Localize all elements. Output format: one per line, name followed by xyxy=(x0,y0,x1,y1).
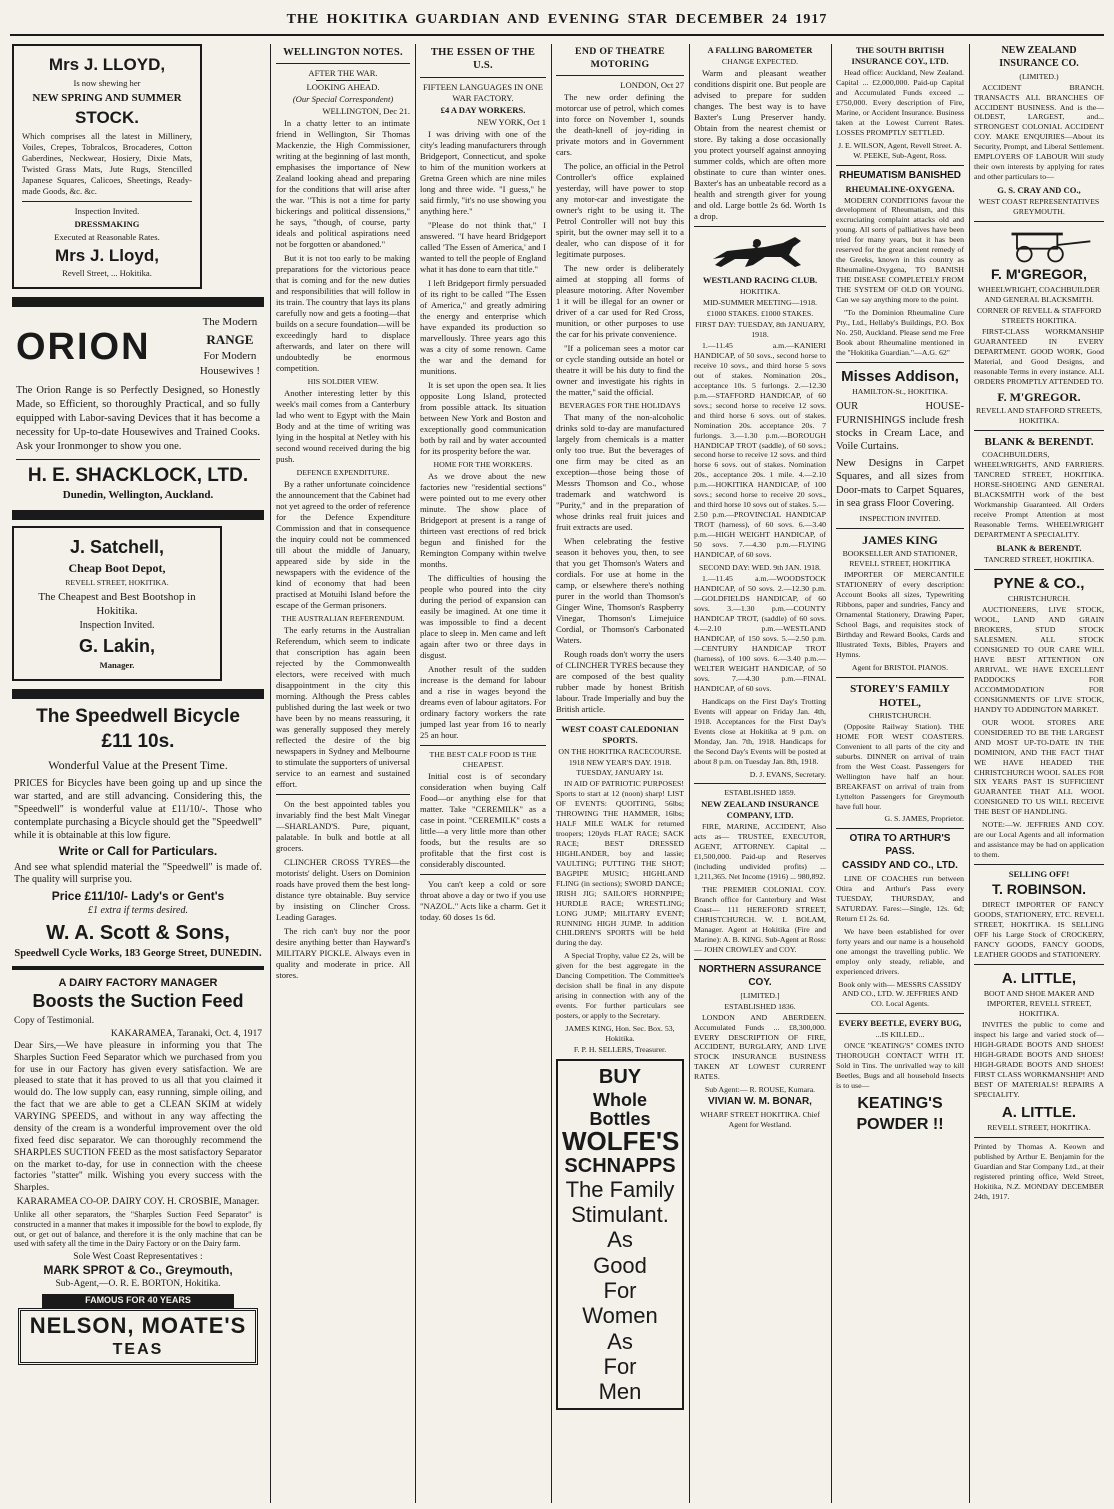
carriage-icon xyxy=(984,226,1094,264)
rheum-title: RHEUMATISM BANISHED xyxy=(838,169,962,181)
column-rule xyxy=(689,44,690,1503)
robinson-title: T. ROBINSON. xyxy=(991,881,1087,898)
storey-title: STOREY'S FAMILY HOTEL, xyxy=(850,682,950,709)
speedwell-body: PRICES for Bicycles have been going up and up since the war started, and are still advancing. Considering this, the "Speedwell" is wonderful value at £11/10/-. Those who contemplate purchasing a Bicycle should get the "Speedwell" while it is obtainable at this low figure. xyxy=(14,778,262,842)
article-paragraph: The police, an official in the Petrol Controller's office explained yesterday, will have power to stop any motor-car and investigate the owner's right to be using it. The Petrol Controller will not buy this spirit, but the owner may sell it to a dealer, who can dispose of it for legitimate purposes. xyxy=(556,161,684,260)
blank-berendt-sign-sub: TANCRED STREET, HOKITIKA. xyxy=(983,554,1095,564)
satchell-mgr-role: Manager. xyxy=(99,660,135,671)
nz-insurance-est: ESTABLISHED 1859. xyxy=(724,788,796,798)
addison-sub: HAMILTON-St., HOKITIKA. xyxy=(852,387,948,397)
column-1-ads xyxy=(12,44,264,1503)
wolfe-schnapps-ad xyxy=(556,1059,684,1410)
article-paragraph: The rich can't buy nor the poor desire anything better than Hayward's MILITARY PICKLE. Always even in quality and moderate in price. All stores. xyxy=(276,926,410,981)
lloyd-title: Mrs J. LLOYD, xyxy=(48,55,166,74)
wolfe-line: Whole Bottles xyxy=(589,1089,651,1129)
article-paragraph: When celebrating the festive season it behoves you, then, to see that you get Thomson's Waters and cordials. For use at home in the camp, or elsewhere there's nothing purer in the world than Thomson's Ginger Wine, Thomson's Raspberry Vinegar, Thomson's Limejuice Cordial, or Thomson's Carbonated Waters. xyxy=(556,536,684,646)
sports-ad-title: WEST COAST CALEDONIAN SPORTS. xyxy=(561,724,679,746)
wolfe-line: Stimulant. xyxy=(571,1202,669,1228)
sports-ad-date: 1918 NEW YEAR'S DAY. 1918. TUESDAY, JANUARY 1st. xyxy=(568,758,672,777)
orion-ad xyxy=(12,313,264,504)
barometer-title: A FALLING BAROMETER xyxy=(707,45,813,55)
orion-firm: H. E. SHACKLOCK, LTD. xyxy=(27,464,249,486)
satchell-mgr: G. Lakin, xyxy=(78,636,156,657)
article-subhead: THE BEST CALF FOOD IS THE CHEAPEST. xyxy=(429,749,537,769)
speedwell-body2: And see what splendid material the "Speedwell" is made of. The quality will surprise you. xyxy=(14,861,262,886)
satchell-ad xyxy=(12,526,222,681)
wolfe-line: WOLFE'S xyxy=(562,1126,680,1157)
nz-insurance-title: NEW ZEALAND INSURANCE COMPANY, LTD. xyxy=(701,799,819,821)
nelson-moate-ad xyxy=(12,1294,264,1364)
wolfe-line: SCHNAPPS xyxy=(564,1154,676,1177)
column-6-notices xyxy=(836,44,964,1503)
wolfe-line: As xyxy=(607,1328,633,1354)
column-rule xyxy=(969,44,970,1503)
pyne-title: PYNE & CO., xyxy=(993,574,1085,592)
storey-city: CHRISTCHURCH. xyxy=(868,710,932,720)
lloyd-invite: Inspection Invited. xyxy=(74,205,140,216)
article-sub: £4 A DAY WORKERS. xyxy=(440,104,526,115)
decorative-band xyxy=(12,510,264,520)
mcgregor-sign: F. M'GREGOR. xyxy=(997,389,1081,404)
addison-invite: INSPECTION INVITED. xyxy=(859,513,941,523)
orion-side4: Housewives ! xyxy=(199,365,260,378)
lloyd-dress-sub: Executed at Reasonable Rates. xyxy=(54,231,160,242)
article-paragraph: The new order is deliberately aimed at stopping all forms of pleasure motoring. After November 1 it will be illegal for an owner or driver of a car used for Red Cross, munition, or other purposes to use the car for his private convenience. xyxy=(556,263,684,340)
pyne-note: NOTE:—W. JEFFRIES AND COY. are our Local Agents and all information and assistance may be had on application to them. xyxy=(974,820,1104,860)
article-subhead: HOME FOR THE WORKERS. xyxy=(433,459,533,469)
mcgregor-title: F. M'GREGOR, xyxy=(991,266,1087,283)
column-rule xyxy=(415,44,416,1503)
northern-title: NORTHERN ASSURANCE COY. xyxy=(698,964,822,988)
racing-body3: Handicaps on the First Day's Trotting Events will appear on Friday Jan. 4th, 1918. Acceptances for the First Day's Events close at Hokitika at 9 p.m. on Monday, Jan. 7th, 1918. Handicaps for the Second Day's Events will be posted at about 8 p.m. on Tuesday Jan. 8th, 1918. xyxy=(694,696,826,766)
column-4-motoring xyxy=(556,44,684,1503)
satchell-line2: REVELL STREET, HOKITIKA. xyxy=(65,578,169,588)
racing-day2: SECOND DAY: WED. 9th JAN. 1918. xyxy=(699,563,821,573)
mcgregor-sub: WHEELWRIGHT, COACHBUILDER AND GENERAL BLACKSMITH. xyxy=(977,285,1101,305)
selling-off-title: SELLING OFF! xyxy=(1008,869,1070,880)
rheum-body2: "To the Dominion Rheumaline Cure Pty., Ltd., Hellaby's Buildings, P.O. Box No. 250, Auckland. Please send me Free Book about Rheumaline mentioned in the "Hokitika Guardian."—A.G. 62" xyxy=(836,308,964,358)
beetle-title: EVERY BEETLE, EVERY BUG, xyxy=(838,1018,962,1029)
racing-town: HOKITIKA. xyxy=(739,286,781,296)
rheum-body: MODERN CONDITIONS favour the development of Rheumatism, and this excruciating complaint attacks old and young. All sorts of palliatives have been tried for many years, but it has been reserved for the great ancient remedy of the Greeks, known in this country as Rheumaline-Oxygena, TO BANISH THE DISEASE COMPLETELY FROM THE SYSTEM OF OLD OR YOUNG. Can we say anything more to the point. xyxy=(836,195,964,305)
northern-sub: [LIMITED.] xyxy=(740,990,780,1000)
speedwell-tag: Wonderful Value at the Present Time. xyxy=(48,757,228,772)
bonar-name: VIVIAN W. M. BONAR, xyxy=(708,1096,812,1108)
lloyd-addr: Revell Street, ... Hokitika. xyxy=(62,268,152,279)
dairy-dateline: KAKARAMEA, Taranaki, Oct. 4, 1917 xyxy=(110,1028,262,1039)
king-sub: BOOKSELLER AND STATIONER, REVELL STREET, HOKITIKA xyxy=(842,549,958,568)
otira-body: LINE OF COACHES run between Otira and Arthur's Pass every TUESDAY, THURSDAY, and SATURDAY. Fares:—Single, 12s. 6d; Return £1 2s. 6d. xyxy=(836,873,964,923)
little-sub: BOOT AND SHOE MAKER AND IMPORTER, REVELL STREET, HOKITIKA. xyxy=(983,989,1095,1019)
lloyd-ad xyxy=(12,44,202,289)
northern-agent: Sub Agent:— R. ROUSE, Kumara. xyxy=(704,1085,816,1095)
orion-body: The Orion Range is so Perfectly Designed, so Honestly Made, so Efficient, so thoroughly Practical, and so fully equipped with Labor-saving Devices that it has become a necessity for Up-to-date Housewives and Trained Cooks. Ask your Ironmonger to show you one. xyxy=(16,384,260,453)
satchell-name: J. Satchell, xyxy=(69,536,165,557)
racing-day1: FIRST DAY: TUESDAY, 8th JANUARY, 1918. xyxy=(695,319,825,339)
nelson-teas: TEAS xyxy=(112,1341,164,1359)
article-byline: (Our Special Correspondent) xyxy=(292,94,394,105)
speedwell-title: The Speedwell Bicycle xyxy=(36,706,240,728)
speedwell-extra: £1 extra if terms desired. xyxy=(88,904,188,916)
northern-body: LONDON AND ABERDEEN. Accumulated Funds ... £8,300,000. EVERY DESCRIPTION OF FIRE, ACCIDENT, BURGLARY, AND LIVE STOCK INSURANCE BUSINESS TAKEN AT LOWEST CURRENT RATES. xyxy=(694,1012,826,1082)
sbi-body: Head office: Auckland, New Zealand. Capital ... £2,000,000. Paid-up Capital and Accumulated Funds exceed ... £750,000. Every description of Fire, Marine, or Accident Insurance. Business taken at the Lowest Current Rates. LOSSES PROMPTLY SETTLED. xyxy=(836,68,964,137)
blank-berendt-sign: BLANK & BERENDT. xyxy=(996,542,1082,553)
satchell-line3: The Cheapest and Best Bootshop in Hokitika. xyxy=(38,591,196,618)
satchell-invite: Inspection Invited. xyxy=(79,620,155,632)
racing-title: WESTLAND RACING CLUB. xyxy=(702,274,818,285)
nzi-agent: G. S. CRAY AND CO., xyxy=(997,185,1081,196)
wolfe-line: The Family xyxy=(565,1176,675,1202)
article-paragraph: The new order defining the motorcar use of petrol, which comes into force on November 1, sounds the death-knell of joy-riding in private motors and in Government cars. xyxy=(556,92,684,158)
speedwell-cta: Write or Call for Particulars. xyxy=(58,844,218,859)
speedwell-price: £11 10s. xyxy=(101,730,175,752)
storey-sign: G. S. JAMES, Proprietor. xyxy=(884,814,964,824)
article-dateline: WELLINGTON, Dec 21. xyxy=(322,106,410,117)
lloyd-line1: Is now shewing her xyxy=(73,77,141,88)
article-paragraph: I left Bridgeport firmly persuaded of its right to be called "The Essen of America," and greatly admiring the energy and enterprise which have expanded its production so marvellously. Three years ago this was a city of some renown. Came the war and the demand for munitions. xyxy=(420,277,546,376)
nz-insurance-body2: THE PREMIER COLONIAL COY. Branch office for Canterbury and West Coast— 111 HEREFORD STREET, CHRISTCHURCH. W. I. BOLAM, Manager. Agent at Hokitika (Fire and Marine): A. B. KING. Sub-Agent at Ross:— JOHN CROWLEY and COY. xyxy=(694,885,826,955)
article-title: END OF THEATRE MOTORING xyxy=(574,46,666,70)
lloyd-sign: Mrs J. Lloyd, xyxy=(55,245,159,265)
column-5-notices xyxy=(694,44,826,1503)
article-paragraph: Rough roads don't worry the users of CLINCHER TYRES because they are composed of the best quality rubber made by honest British labour. Trade Imperially and buy the British article. xyxy=(556,649,684,715)
bonar-sub: WHARF STREET HOKITIKA. Chief Agent for Westland. xyxy=(700,1110,820,1130)
article-paragraph: "If a policeman sees a motor car or cycle standing outside an hotel or theatre it will be his duty to find the owner and investigate his rights in the matter," said the official. xyxy=(556,343,684,398)
article-sub: AFTER THE WAR. xyxy=(308,68,378,79)
article-paragraph: On the best appointed tables you invariably find the best Malt Vinegar—SHARLAND'S. Pure, piquant, palatable. In bulk and bottle at all grocers. xyxy=(276,799,410,854)
racing-body: 1.—11.45 a.m.—KANIERI HANDICAP, of 50 sovs., second horse to receive 10 sovs., and third horse 5 sovs out of stakes. Nomination 20s., acceptance 10s. 5 furlongs. 2.—12.30 p.m.—STAFFORD HANDICAP, of 60 sovs.; second horse to receive 12 sovs. and third horse 6 sovs. out of stakes. Nomination 20s. acceptance 20s. 7 furlongs. 3.—1.30 p.m.—BOROUGH HANDICAP TROT (saddle), of 60 sovs.; second horse to receive 12 sovs. and third horse 6 sovs. out of stakes. Nomination 20s., acceptance 20s. 1 mile. 4.—2.10 p.m.—HOKITIKA HANDICAP, of 100 sovs.; second horse to receive 20 sovs., and third horse 10 sovs out of stakes. 5.—2.50 p.m.—PROVINCIAL HANDICAP TROT (harness), of 60 sovs. 6.—3.40 p.m.—HIGH WEIGHT HANDICAP, of 50 sovs. 7.—4.30 p.m.—FLYING HANDICAP, of 60 sovs. xyxy=(694,340,826,560)
article-sub: LOOKING AHEAD. xyxy=(306,82,380,93)
column-7-notices xyxy=(974,44,1104,1503)
article-paragraph: Initial cost is of secondary consideration when buying Calf Food—or anything else for that matter. Take "CEREMILK" as a case in point. "CEREMILK" costs a little—a very little more than other foods, but the results are so profitable that the first cost is considerably discounted. xyxy=(420,770,546,869)
speedwell-firm: W. A. Scott & Sons, xyxy=(46,922,230,945)
otira-sign: Book only with— MESSRS CASSIDY AND CO., LTD. W. JEFFRIES AND CO. Local Agents. xyxy=(838,979,962,1009)
article-subhead: HIS SOLDIER VIEW. xyxy=(307,377,379,387)
sports-ad-sign2: F. P. H. SELLERS, Treasurer. xyxy=(573,1045,667,1055)
satchell-line1: Cheap Boot Depot, xyxy=(68,560,166,575)
article-paragraph: CLINCHER CROSS TYRES—the motorists' delight. Users on Dominion roads have proved them the best long-distance tyre obtainable. Buy service by insisting on Clincher Cross. Leading Garages. xyxy=(276,857,410,923)
sports-ad-sign1: JAMES KING, Hon. Sec. Box. 53, Hokitika. xyxy=(565,1024,675,1044)
decorative-band xyxy=(12,689,264,699)
column-2-wellington-notes xyxy=(276,44,410,1503)
king-title: JAMES KING xyxy=(862,532,938,547)
sports-ad-body2: A Special Trophy, value £2 2s, will be given for the best aggregate in the Dancing Competition. The Committee's decision shall be final in any dispute arising in connection with any of the events. For further particulars see posters, or apply to the Secretary. xyxy=(556,951,684,1021)
speedwell-ad xyxy=(12,705,264,960)
dairy-title: Boosts the Suction Feed xyxy=(32,991,244,1012)
rheum-sub: RHEUMALINE-OXYGENA. xyxy=(845,183,955,194)
racing-body2: 1.—11.45 a.m.—WOODSTOCK HANDICAP, of 50 sovs. 2.—12.30 p.m.—GOLDFIELDS HANDICAP, of 60 sovs. 3.—1.30 p.m.—COUNTY HANDICAP TROT, (saddle) of 60 sovs. 4.—2.10 p.m.—WESTLAND HANDICAP, of 150 sovs. 5.—2.50 p.m.—CENTURY HANDICAP TROT (harness), of 100 sovs. 6.—3.40 p.m.—WELTER WEIGHT HANDICAP, of 50 sovs. 7.—4.30 p.m.—FINAL HANDICAP, of 60 sovs. xyxy=(694,574,826,693)
orion-side3: For Modern xyxy=(203,349,257,362)
nzi-sub: (LIMITED.) xyxy=(1019,71,1059,81)
mcgregor-sign-sub: REVELL AND STAFFORD STREETS, HOKITIKA. xyxy=(975,406,1102,426)
otira-firm: CASSIDY AND CO., LTD. xyxy=(842,860,958,872)
little-sign-sub: REVELL STREET, HOKITIKA. xyxy=(987,1122,1091,1132)
article-title: THE ESSEN OF THE U.S. xyxy=(430,47,536,72)
wolfe-line: As xyxy=(607,1227,633,1253)
article-title: WELLINGTON NOTES. xyxy=(283,47,403,58)
little-body: INVITES the public to come and inspect his large and varied stock of— HIGH-GRADE BOOTS AND SHOES! HIGH-GRADE BOOTS AND SHOES! HIGH-GRADE BOOTS AND SHOES! FIRST CLASS WORKMANSHIP! AND BEST OF MATERIALS! REPAIRS A SPECIALITY. xyxy=(974,1020,1104,1099)
keating-title: KEATING'S POWDER !! xyxy=(856,1095,944,1133)
racehorse-icon xyxy=(705,231,815,271)
article-paragraph: You can't keep a cold or sore throat above a day or two if you use "NAZOL." Acts like a charm. Get it today. 60 doses 1s 6d. xyxy=(420,878,546,922)
king-body: IMPORTER OF MERCANTILE STATIONERY of every description: Account Books all sizes, Typewriting Ribbons, paper and sundries, Fancy and Ornamental Stationery, Drawing Paper, School Bags, and requisites stock of Birthday and Reward Books, Cards and Illustrated Texts, Bibles, Prayers and Hymns. xyxy=(836,569,964,659)
little-sign: A. LITTLE. xyxy=(1001,1103,1077,1121)
barometer-sub: CHANGE EXPECTED. xyxy=(721,57,799,66)
wolfe-line: Men xyxy=(598,1379,642,1405)
lloyd-body: Which comprises all the latest in Millinery, Voiles, Crepes, Tobralcos, Brocaderes, Cotton Gaberdines, Neckwear, Hosiery, Dixie Mats, Twisted Grass Mats, Jute Rugs, Stencilled Japanese Squares, Calicoes, Sheetings, Ready-made Goods, &c. &c. xyxy=(22,130,192,196)
robinson-body: DIRECT IMPORTER OF FANCY GOODS, STATIONERY, ETC. REVELL STREET, HOKITIKA. IS SELLING OFF his Large Stock of CROCKERY, FANCY GOODS, FANCY GOODS, LEATHER GOODS and STATIONERY. xyxy=(974,900,1104,959)
article-paragraph: Another result of the sudden increase is the demand for labour and a rise in wages beyond the dreams even of labour agitators. For ordinary factory workers the rate jumped last year from 16 to nearly 25 an hour. xyxy=(420,663,546,740)
article-paragraph: By a rather unfortunate coincidence the announcement that the Cabinet had not yet agreed to the order of reference for the Defence Expenditure Commission and that in consequence the inquiry could not be commenced till about the middle of January, appeared side by side in the newspapers with the evidence of the kind of economy that had been practised at Motuihi Island before the escape of the German prisoners. xyxy=(276,479,410,611)
beetle-sub: ...IS KILLED... xyxy=(875,1030,925,1040)
column-rule xyxy=(551,44,552,1503)
article-subhead: DEFENCE EXPENDITURE. xyxy=(296,468,390,478)
wolfe-line: For xyxy=(603,1277,637,1303)
wolfe-line: Women xyxy=(582,1303,658,1329)
wolfe-brand: BUY xyxy=(598,1066,642,1089)
sbi-title: THE SOUTH BRITISH INSURANCE COY., LTD. xyxy=(851,45,949,66)
dairy-sign: KARARAMEA CO-OP. DAIRY COY. H. CROSBIE, Manager. xyxy=(16,1197,260,1208)
decorative-band xyxy=(12,966,264,970)
racing-stakes: £1000 STAKES. £1000 STAKES. xyxy=(706,308,814,318)
orion-side2: RANGE xyxy=(206,331,254,347)
column-rule xyxy=(831,44,832,1503)
article-subhead: BEVERAGES FOR THE HOLIDAYS xyxy=(559,401,681,411)
lloyd-line2: NEW SPRING AND SUMMER xyxy=(32,91,182,104)
imprint: Printed by Thomas A. Keown and published by Arthur E. Benjamin for the Guardian and Star Company Ltd., at their registered printing office, Weld Street, Hokitika, N.Z. MONDAY DECEMBER 24th, 1917. xyxy=(974,1141,1104,1201)
nzi-title: NEW ZEALAND INSURANCE CO. xyxy=(999,45,1079,69)
otira-body2: We have been established for over forty years and our name is a household one amongst the travelling public. We employ only steady, reliable, and experienced drivers. xyxy=(836,926,964,976)
racing-sign: D. J. EVANS, Secretary. xyxy=(749,769,826,779)
dairy-ad xyxy=(12,976,264,1290)
wolfe-line: For xyxy=(603,1353,637,1379)
speedwell-price-line: Price £11/10/- Lady's or Gent's xyxy=(51,889,225,904)
lloyd-dress: DRESSMAKING xyxy=(74,218,140,229)
pyne-body: AUCTIONEERS, LIVE STOCK, WOOL, LAND AND GRAIN BROKERS, STUD STOCK SALESMEN. ALL STOCK CONSIGNED TO OUR CARE WILL HAVE BEST ATTENTION ON ARRIVAL. WE HAVE EXCELLENT PADDOCKS FOR ACCOMMODATION FOR CONSIGNMENTS OF LIVE STOCK, HANDY TO ADDINGTON MARKET. xyxy=(974,605,1104,714)
nzi-agent-sub: WEST COAST REPRESENTATIVES GREYMOUTH. xyxy=(978,197,1100,217)
dairy-sub-agent: Sub-Agent,—O. R. E. BORTON, Hokitika. xyxy=(55,1279,221,1290)
sports-ad-body: IN AID OF PATRIOTIC PURPOSES! Sports to start at 12 (noon) sharp! LIST OF EVENTS: QUOITING, 56lbs; THROWING THE HAMMER, 16lbs; HALF MILE WALK for returned troopers; 120yds FLAT RACE; SACK RACE; BEST DRESSED HIGHLANDER, boy and lassie; VAULTING; PUTTING THE SHOT; BAGPIPE MUSIC; HIGHLAND FLING (in sections); SWORD DANCE; IRISH JIG; SAILOR'S HORNPIPE; HURDLE RACE; WRESTLING; LONG JUMP; MILITARY EVENT; RUNNING HIGH JUMP. In addition CHILDREN'S SPORTS will be held during the day. xyxy=(556,778,684,948)
article-paragraph: It is set upon the open sea. It lies opposite Long Island, protected from possible attack. Its situation between New York and Boston and exceptionally good communication both by rail and by water accounted for its prosperity before the war. xyxy=(420,379,546,456)
article-paragraph: I was driving with one of the city's leading manufacturers through Bridgeport, Connecticut, and spoke to him of the munition workers at Gretna Green which are nine miles long and three wide. "I guess," he said firmly, "it's no use showing you anything here." xyxy=(420,128,546,216)
lloyd-line3: STOCK. xyxy=(75,107,139,127)
article-dateline: LONDON, Oct 27 xyxy=(620,80,684,91)
decorative-band xyxy=(12,297,264,307)
dairy-copy: Copy of Testimonial. xyxy=(14,1015,95,1026)
racing-meet: MID-SUMMER MEETING—1918. xyxy=(703,297,817,307)
nzi-body: ACCIDENT BRANCH. TRANSACTS ALL BRANCHES OF ACCIDENT BUSINESS. And is the— OLDEST, LARGEST, and... STRONGEST COLONIAL ACCIDENT COY. MAKE ENQUIRIES—About its Security, Prompt, and Liberal Settlement. EMPLOYERS OF LABOUR Will study their own interests by applying for rates and other particulars to— xyxy=(974,82,1104,182)
sbi-agent: J. E. WILSON, Agent, Revell Street. A. W. PEEKE, Sub-Agent, Ross. xyxy=(838,140,962,160)
addison-body2: New Designs in Carpet Squares, and all sizes from Door-mats to Carpet Squares, in sea grass Floor Covering. xyxy=(836,457,964,510)
barometer-body: Warm and pleasant weather conditions dispirit one. But people are advised to prepare for sudden changes. The best way is to have Baxter's Lung Preserver handy. Obtain from the nearest chemist or store. By taking a dose occasionally you protect yourself against annoying summer colds, which are often more obstinate to cure than winter ones. Baxter's has an unbeatable record as a health and strength giver for young and old. Large bottle 2s 6d. Worth 1s a drop. xyxy=(694,67,826,221)
pyne-body2: OUR WOOL STORES ARE CONSIDERED TO BE THE LARGEST AND MOST UP-TO-DATE IN THE DOMINION, AND THE FACT THAT WE HAVE HEADED THE CHRISTCHURCH WOOL SALES FOR SIX YEARS PAST IS SUFFICIENT GUARANTEE THAT ALL WOOL CONSIGNED TO US WILL RECEIVE THE BEST OF HANDLING. xyxy=(974,717,1104,817)
otira-title: OTIRA TO ARTHUR'S PASS. xyxy=(849,833,951,858)
king-body2: Agent for BRISTOL PIANOS. xyxy=(851,662,949,672)
article-dateline: NEW YORK, Oct 1 xyxy=(477,116,546,127)
masthead: THE HOKITIKA GUARDIAN AND EVENING STAR DECEMBER 24 1917 xyxy=(10,6,1104,36)
little-title: A. LITTLE, xyxy=(1001,969,1077,987)
beetle-body: ONCE "KEATING'S" COMES INTO THOROUGH CONTACT WITH IT. Sold in Tins. The unrivalled way to kill Beetles, Bugs and all household Insects is to use— xyxy=(836,1041,964,1091)
pyne-city: CHRISTCHURCH. xyxy=(1007,594,1071,604)
storey-body: (Opposite Railway Station). THE HOME FOR WEST COASTERS. Convenient to all parts of the city and suburbs. DINNER on arrival of train from the West Coast. Passengers for Wellington have half an hour. BREAKFAST on arrival of train from Lyttelton Passengers for Greymouth have full hour. xyxy=(836,721,964,811)
orion-title: ORION xyxy=(16,326,151,369)
blank-berendt-body: COACHBUILDERS, WHEELWRIGHTS, AND FARRIERS. TANCRED STREET, HOKITIKA. HORSE-SHOEING AND GENERAL BLACKSMITH work of the best Workmanship Guaranteed. All Orders receive Prompt Attention at most Reasonable Terms. WHEELWRIGHT DEPARTMENT A SPECIALITY. xyxy=(974,450,1104,539)
article-paragraph: The early returns in the Australian Referendum, which seem to indicate that conscription has again been rejected by the Commonwealth electors, were received with much disappointment in the city this morning. Although the Press cables published during the last week or two have been by no means reassuring, it was generally supposed they merely reflected the desire of the big newspapers in Sydney and Melbourne to stimulate the supporters of universal service to an earnest and sustained effort. xyxy=(276,625,410,790)
sports-ad-sub: ON THE HOKITIKA RACECOURSE. xyxy=(558,747,682,757)
mcgregor-addr: CORNER OF REVELL & STAFFORD STREETS HOKITIKA. xyxy=(976,306,1102,325)
addison-body: OUR HOUSE-FURNISHINGS include fresh stocks in Cream Lace, and Voile Curtains. xyxy=(836,401,964,453)
nz-insurance-body: FIRE, MARINE, ACCIDENT, Also acts as— TRUSTEE, EXECUTOR, AGENT, ATTORNEY. Capital ... £1,500,000. Paid-up and Reserves (including undivided profits) ... 1,211,365. Net Income (1916) ... 980,892. xyxy=(694,822,826,882)
dairy-body: Dear Sirs,—We have pleasure in informing you that The Sharples Suction Feed Separator which we purchased from you for use in our Factory has given every satisfaction. We are pleased to state that it has proved to us all that you claimed it would do. The low supply can, easy running, simple oiling, and the fact that we are able to get a CLEAN SKIM at widely VARYING SPEEDS, and without in any way affecting the density of the cream is a wonderful improvement over the old fixed feed disc separator. We can thoroughly recommend the SHARPLES SUCTION FEED as the most satisfactory Separator on the market to-day, for use in connection with the cheese factories "statter" milk. Wishing you every success with the Sharples. xyxy=(14,1040,262,1194)
blank-berendt-title: BLANK & BERENDT. xyxy=(984,436,1094,449)
orion-side1: The Modern xyxy=(202,316,258,329)
article-paragraph: That many of the non-alcoholic drinks sold to-day are manufactured largely from chemicals is a matter only too true. But the beverages of one firm may be cited as an exception—those being those of Messrs Thomson and Co., whose trademark and watchword is "Purity," and in the preparation of whose drinks real fruit juices and fruit extracts are used. xyxy=(556,412,684,533)
article-paragraph: In a chatty letter to an intimate friend in Wellington, Sir Thomas Mackenzie, the High Commissioner, writing at the beginning of last month, emphasises the importance of New Zealand looking ahead and preparing for the conditions that will arise after the war. "This is not a time for party bickerings and political dissensions," he says, "though, of course, party ideals and political aspirations need not be forgotten or abandoned." xyxy=(276,118,410,250)
addison-title: Misses Addison, xyxy=(841,368,959,386)
article-subhead: THE AUSTRALIAN REFERENDUM. xyxy=(281,614,405,624)
article-paragraph: "Please do not think that," I answered. "I have heard Bridgeport called 'The Essen of America,' and I wanted to tell the people of England what it has done to earn that title." xyxy=(420,219,546,274)
speedwell-addr: Speedwell Cycle Works, 183 George Street, DUNEDIN. xyxy=(14,947,262,959)
dairy-kicker: A DAIRY FACTORY MANAGER xyxy=(58,977,218,990)
article-paragraph: But it is not too early to be making preparations for the victorious peace that is coming and for the new duties and responsibilities that will follow in its train. The country that lays its plans carefully now and gets a footing—that builds on a secure foundation—will be exceedingly hard to displace afterwards, and later on there will undoubtedly be enormous competition. xyxy=(276,253,410,374)
article-sub: FIFTEEN LANGUAGES IN ONE WAR FACTORY. xyxy=(422,81,544,103)
article-paragraph: As we drove about the new factories new "residential sections" were pointed out to me every other minute. The show place of Bridgeport at present is a range of thirteen vast erections of red brick begun and finished for the Remington Company within twelve months. xyxy=(420,470,546,569)
column-rule xyxy=(270,44,271,1503)
dairy-agents: MARK SPROT & Co., Greymouth, xyxy=(43,1262,233,1277)
nelson-band: FAMOUS FOR 40 YEARS xyxy=(42,1294,234,1308)
northern-est: ESTABLISHED 1836. xyxy=(724,1001,796,1011)
wolfe-line: Good xyxy=(593,1252,647,1278)
dairy-note: Unlike all other separators, the "Sharples Suction Feed Separator" is constructed in a manner that makes it impossible for the bowl to explode, fly out, or get out of balance, and therefore it is the only machine that can be used with safety all the time in the Dairy Factory or on the Dairy farm. xyxy=(14,1210,262,1249)
mcgregor-body: FIRST-CLASS WORKMANSHIP GUARANTEED IN EVERY DEPARTMENT. GOOD WORK, Good Material, and Good Designs, and reasonable Terms in every instance. ALL ORDERS PROMPTLY ATTENDED TO. xyxy=(974,326,1104,386)
nelson-name: NELSON, MOATE'S xyxy=(29,1312,247,1338)
orion-city: Dunedin, Wellington, Auckland. xyxy=(62,488,214,501)
dairy-agents-label: Sole West Coast Representatives : xyxy=(73,1251,203,1262)
column-3-essen xyxy=(420,44,546,1503)
article-paragraph: The difficulties of housing the people who poured into the city during the period of expansion can easily be imagined. At one time it was impossible to find a decent place to sleep in. Men came and left again after two or three days in disgust. xyxy=(420,572,546,660)
article-paragraph: Another interesting letter by this week's mail comes from a Canterbury lad who went to Egypt with the Main Body and at the time of writing was lying in the hospital at Netley with his second wound received during the big push. xyxy=(276,388,410,465)
